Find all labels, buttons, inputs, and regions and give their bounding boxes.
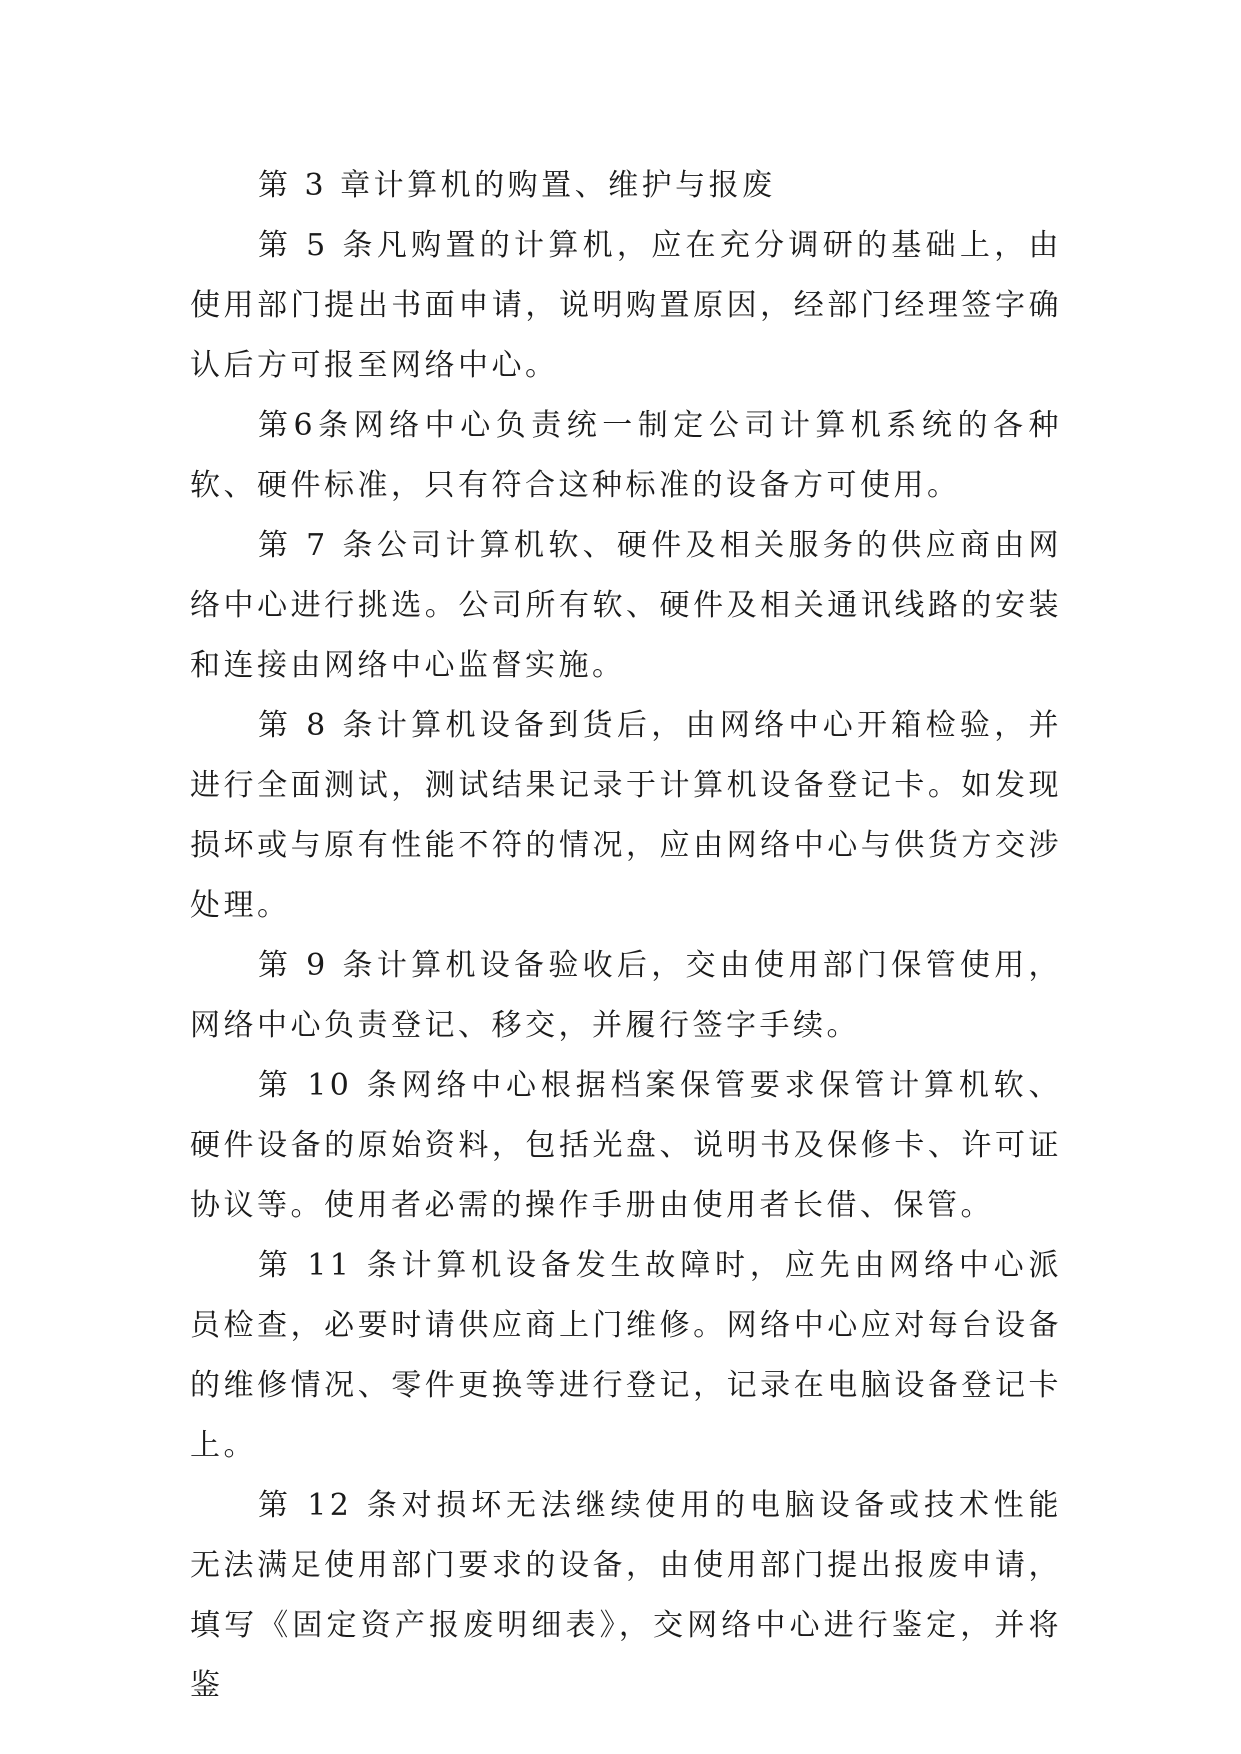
article-7: 第 7 条公司计算机软、硬件及相关服务的供应商由网络中心进行挑选。公司所有软、硬件及相关通讯线路的安装和连接由网络中心监督实施。 (190, 528, 1062, 683)
document-body (190, 156, 1062, 1716)
article-8: 第 8 条计算机设备到货后，由网络中心开箱检验，并进行全面测试，测试结果记录于计算机设备登记卡。如发现损坏或与原有性能不符的情况，应由网络中心与供货方交涉处理。 (190, 708, 1062, 923)
article-9: 第 9 条计算机设备验收后，交由使用部门保管使用，网络中心负责登记、移交，并履行签字手续。 (190, 948, 1062, 1043)
article-12: 第 12 条对损坏无法继续使用的电脑设备或技术性能无法满足使用部门要求的设备，由使用部门提出报废申请，填写《固定资产报废明细表》，交网络中心进行鉴定，并将鉴 (190, 1488, 1062, 1703)
article-10: 第 10 条网络中心根据档案保管要求保管计算机软、硬件设备的原始资料，包括光盘、说明书及保修卡、许可证协议等。使用者必需的操作手册由使用者长借、保管。 (190, 1068, 1062, 1223)
chapter-heading: 第 3 章计算机的购置、维护与报废 (258, 168, 776, 203)
article-11: 第 11 条计算机设备发生故障时，应先由网络中心派员检查，必要时请供应商上门维修。网络中心应对每台设备的维修情况、零件更换等进行登记，记录在电脑设备登记卡上。 (190, 1248, 1062, 1463)
article-5: 第 5 条凡购置的计算机，应在充分调研的基础上，由使用部门提出书面申请，说明购置原因，经部门经理签字确认后方可报至网络中心。 (190, 228, 1062, 383)
article-6: 第6条网络中心负责统一制定公司计算机系统的各种软、硬件标准，只有符合这种标准的设备方可使用。 (190, 408, 1062, 503)
